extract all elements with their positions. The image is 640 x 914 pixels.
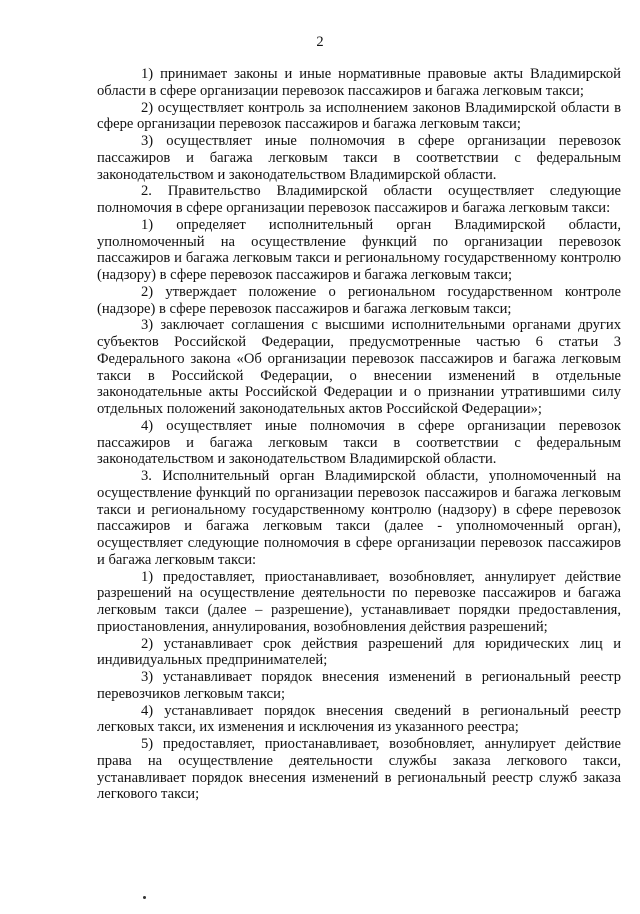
paragraph: 2) осуществляет контроль за исполнением законов Владимирской области в сфере организации перевозок пассажиров и багажа легковым такси; [97,99,621,133]
paragraph: 5) предоставляет, приостанавливает, возобновляет, аннулирует действие права на осуществление деятельности службы заказа легкового такси, устанавливает порядок внесения изменений в региональный реестр служб заказа легкового такси; [97,736,621,803]
paragraph: 4) устанавливает порядок внесения сведений в региональный реестр легковых такси, их изменения и исключения из указанного реестра; [97,702,621,736]
page-number: 2 [316,34,324,50]
paragraph: 1) принимает законы и иные нормативные правовые акты Владимирской области в сфере организации перевозок пассажиров и багажа легковым такси; [97,66,621,99]
paragraph: 2) утверждает положение о региональном государственном контроле (надзоре) в сфере перевозок пассажиров и багажа легковым такси; [97,283,621,317]
paragraph: 3. Исполнительный орган Владимирской области, уполномоченный на осуществление функций по организации перевозок пассажиров и багажа легковым такси и региональному государственному контролю (надзору) в сфере перевозок пассажиров и багажа легковым такси (далее - уполномоченный орган), осуществляет следующие полномочия в сфере организации перевозок пассажиров и багажа легковым такси: [97,468,621,568]
paragraph: 3) заключает соглашения с высшими исполнительными органами других субъектов Российской Федерации, предусмотренные частью 6 статьи 3 Федерального закона «Об организации перевозок пассажиров и багажа легковым такси в Российской Федерации, о внесении изменений в отдельные законодательные акты Российской Федерации и о признании утратившими силу отдельных положений законодательных актов Российской Федерации»; [97,317,621,417]
scan-speck [143,896,146,899]
paragraph: 3) осуществляет иные полномочия в сфере организации перевозок пассажиров и багажа легковым такси в соответствии с федеральным законодательством и законодательством Владимирской области. [97,133,621,183]
document-body [97,66,621,803]
paragraph: 4) осуществляет иные полномочия в сфере организации перевозок пассажиров и багажа легковым такси в соответствии с федеральным законодательством и законодательством Владимирской области. [97,417,621,468]
paragraph: 1) предоставляет, приостанавливает, возобновляет, аннулирует действие разрешений на осуществление деятельности по перевозке пассажиров и багажа легковым такси (далее – разрешение), устанавливает порядки предоставления, приостановления, аннулирования, возобновления действия разрешений; [97,568,621,635]
paragraph: 2. Правительство Владимирской области осуществляет следующие полномочия в сфере организации перевозок пассажиров и багажа легковым такси: [97,183,621,216]
paragraph: 3) устанавливает порядок внесения изменений в региональный реестр перевозчиков легковым такси; [97,669,621,702]
paragraph: 1) определяет исполнительный орган Владимирской области, уполномоченный на осуществление функций по организации перевозок пассажиров и багажа легковым такси и региональному государственному контролю (надзору) в сфере перевозок пассажиров и багажа легковым такси; [97,216,621,283]
paragraph: 2) устанавливает срок действия разрешений для юридических лиц и индивидуальных предпринимателей; [97,635,621,669]
